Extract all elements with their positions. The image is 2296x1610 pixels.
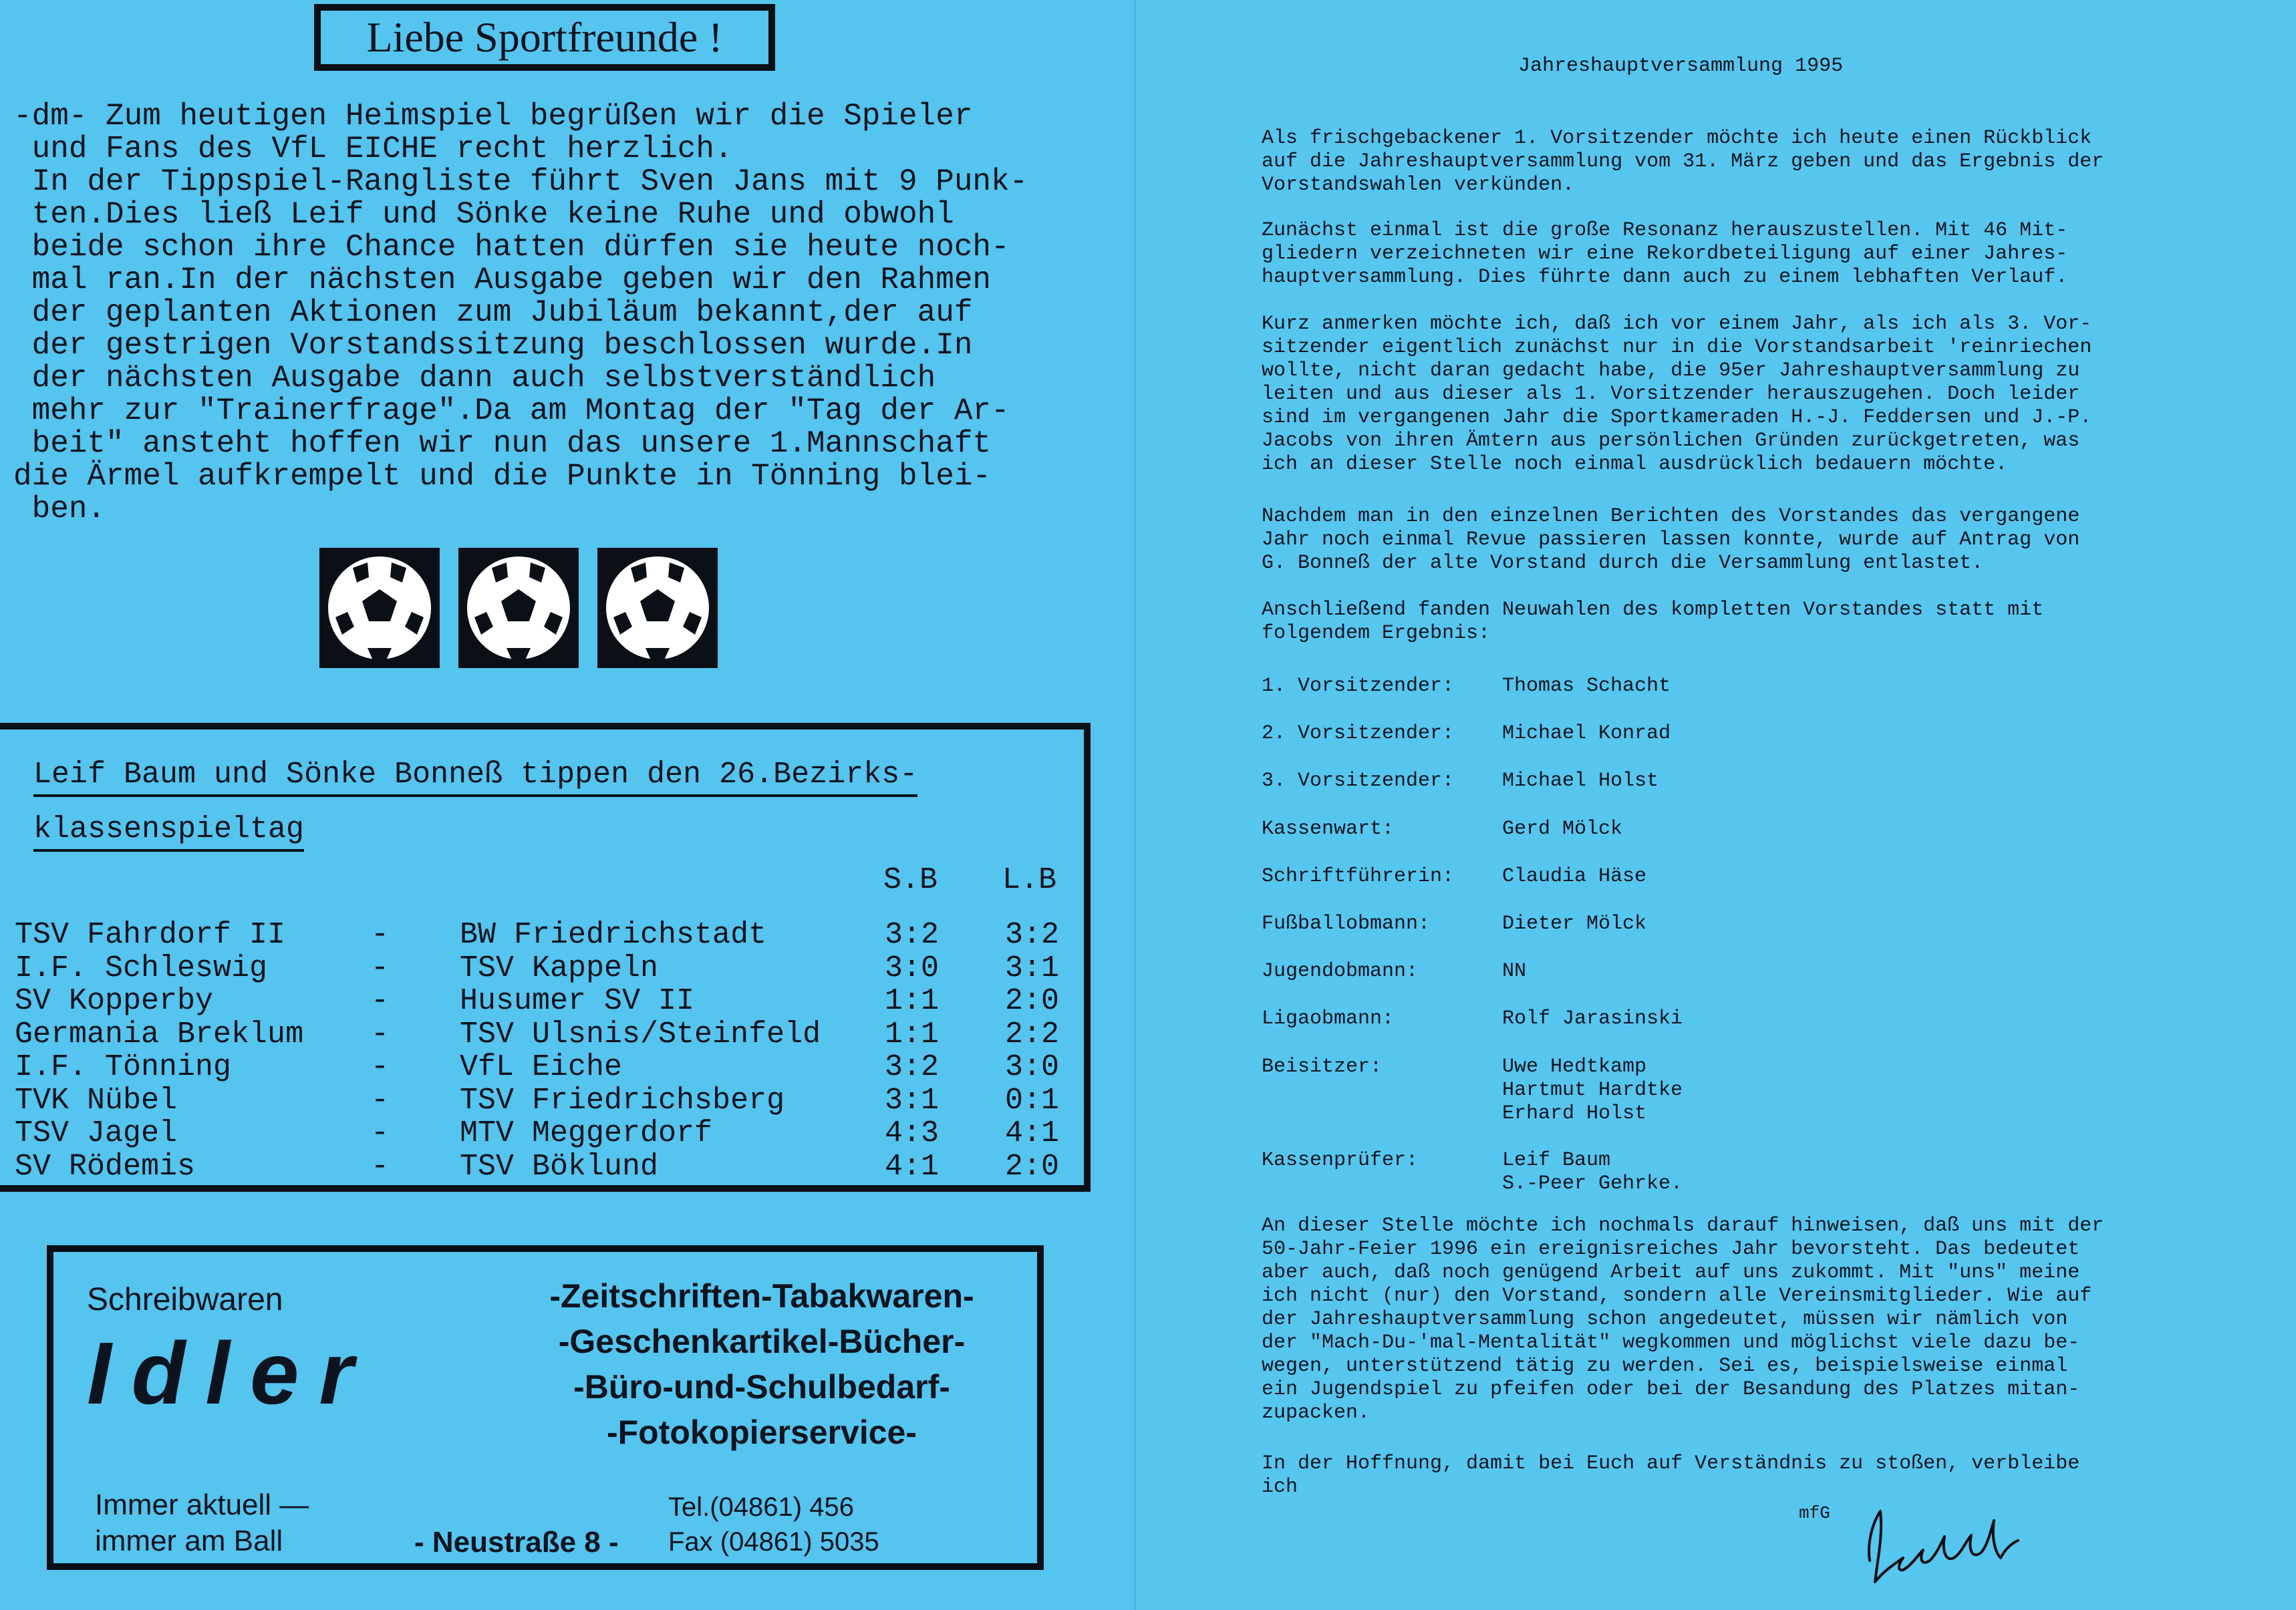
column-header-sb: S.B — [883, 863, 938, 897]
match-tip-sb: 4:1 — [885, 1149, 940, 1184]
text-line: folgendem Ergebnis: — [1262, 622, 1491, 645]
ad-products — [508, 1273, 1016, 1455]
text-line: Jahr noch einmal Revue passieren lassen konnte, wurde auf Antrag von — [1262, 528, 2080, 551]
page-title: Liebe Sportfreunde ! — [314, 4, 775, 71]
match-tip-lb: 2:0 — [1005, 984, 1060, 1018]
text-line: beide schon ihre Chance hatten dürfen sie heute noch- — [13, 230, 1010, 265]
text-line: Vorstandswahlen verkünden. — [1262, 174, 1575, 196]
match-tip-sb: 1:1 — [885, 984, 940, 1018]
match-tip-lb: 2:0 — [1005, 1149, 1060, 1184]
text-line: ben. — [13, 492, 106, 526]
match-away-team: BW Friedrichstadt — [460, 918, 767, 952]
football-icon — [597, 548, 718, 668]
match-separator: - — [371, 1149, 390, 1184]
right-page — [1136, 0, 2296, 1610]
match-tip-lb: 3:2 — [1005, 918, 1060, 952]
football-icon — [319, 548, 440, 668]
intro-text — [13, 100, 1123, 526]
match-away-team: TSV Ulsnis/Steinfeld — [460, 1017, 821, 1052]
text-line: ich nicht (nur) den Vorstand, sondern alle Vereinsmitglieder. Wie auf — [1262, 1285, 2092, 1307]
match-tip-sb: 4:3 — [885, 1116, 940, 1150]
ad-shop-name: Idler — [87, 1324, 374, 1422]
match-home-team: Germania Breklum — [15, 1017, 304, 1052]
text-line: G. Bonneß der alte Vorstand durch die Versammlung entlastet. — [1262, 552, 1984, 575]
text-line: -dm- Zum heutigen Heimspiel begrüßen wir die Spieler — [13, 99, 973, 134]
match-home-team: I.F. Schleswig — [15, 951, 268, 985]
left-page — [0, 0, 1136, 1610]
signature — [1858, 1496, 2025, 1590]
text-line: der geplanten Aktionen zum Jubiläum bekannt,der auf — [13, 295, 973, 330]
match-home-team: SV Rödemis — [15, 1149, 196, 1184]
match-away-team: TSV Kappeln — [460, 951, 659, 985]
match-tip-lb: 3:0 — [1005, 1050, 1060, 1084]
match-tip-sb: 3:0 — [885, 951, 940, 985]
text-line: beit" ansteht hoffen wir nun das unsere 1.Mannschaft — [13, 426, 992, 461]
match-separator: - — [371, 918, 390, 952]
match-home-team: TVK Nübel — [15, 1083, 178, 1118]
match-tip-sb: 1:1 — [885, 1017, 940, 1052]
paragraph-6 — [1262, 1215, 2104, 1425]
ad-contact: Tel.(04861) 456 Fax (04861) 5035 — [668, 1492, 879, 1557]
text-line: ich an dieser Stelle noch einmal ausdrücklich bedauern möchte. — [1262, 453, 2008, 476]
text-line: -Zeitschriften-Tabakwaren- — [549, 1277, 974, 1315]
text-line: gliedern verzeichneten wir eine Rekordbeteiligung auf einer Jahres- — [1262, 243, 2068, 265]
match-home-team: SV Kopperby — [15, 984, 214, 1018]
text-line: -Fotokopierservice- — [606, 1414, 917, 1451]
officer-names: Thomas Schacht — [1502, 675, 1671, 697]
text-line: mal ran.In der nächsten Ausgabe geben wir den Rahmen — [13, 263, 992, 297]
advertisement — [47, 1245, 1044, 1570]
match-away-team: MTV Meggerdorf — [460, 1116, 713, 1150]
match-away-team: Husumer SV II — [460, 984, 695, 1018]
match-tip-sb: 3:1 — [885, 1083, 940, 1118]
officer-role: 3. Vorsitzender: — [1262, 770, 1455, 792]
officer-role: 2. Vorsitzender: — [1262, 722, 1455, 745]
text-line: -Büro-und-Schulbedarf- — [573, 1368, 950, 1406]
text-line: der "Mach-Du-'mal-Mentalität" wegkommen und möglichst viele dazu be- — [1262, 1331, 2080, 1354]
ad-slogan: Immer aktuell — immer am Ball — [95, 1488, 309, 1557]
text-line: Anschließend fanden Neuwahlen des kompletten Vorstandes statt mit — [1262, 599, 2044, 621]
match-home-team: I.F. Tönning — [15, 1050, 232, 1084]
text-line: ich — [1262, 1476, 1298, 1498]
officer-role: Beisitzer: — [1262, 1056, 1383, 1078]
text-line: 50-Jahr-Feier 1996 ein ereignisreiches Jahr bevorsteht. Das bedeutet — [1262, 1238, 2080, 1261]
officer-names: Claudia Häse — [1502, 865, 1647, 888]
football-icon — [458, 548, 579, 668]
text-line: Als frischgebackener 1. Vorsitzender möchte ich heute einen Rückblick — [1262, 127, 2092, 150]
paragraph-4 — [1262, 505, 2079, 575]
text-line: sind im vergangenen Jahr die Sportkameraden H.-J. Feddersen und J.-P. — [1262, 406, 2092, 429]
text-line: wegen, unterstützend tätig zu werden. Sei es, beispielsweise einmal — [1262, 1355, 2068, 1378]
match-separator: - — [371, 1083, 390, 1118]
officer-names: Uwe Hedtkamp Hartmut Hardtke Erhard Holst — [1502, 1056, 1683, 1125]
text-line: In der Hoffnung, damit bei Euch auf Verständnis zu stoßen, verbleibe — [1262, 1452, 2080, 1475]
officer-names: Gerd Mölck — [1502, 818, 1623, 840]
match-home-team: TSV Fahrdorf II — [15, 918, 286, 952]
text-line: der nächsten Ausgabe dann auch selbstverständlich — [13, 361, 936, 395]
ad-address: - Neustraße 8 - — [414, 1526, 619, 1559]
text-line: leiten und aus dieser als 1. Vorsitzender herauszugehen. Doch leider — [1262, 383, 2080, 406]
text-line: hauptversammlung. Dies führte dann auch zu einem lebhaften Verlauf. — [1262, 266, 2068, 289]
report-heading: Jahreshauptversammlung 1995 — [1518, 55, 1844, 77]
text-line: Jacobs von ihren Ämtern aus persönlichen Gründen zurückgetreten, was — [1262, 430, 2080, 452]
text-line: wollte, nicht daran gedacht habe, die 95er Jahreshauptversammlung zu — [1262, 359, 2080, 382]
text-line: ein Jugendspiel zu pfeifen oder bei der Besandung des Platzes mitan- — [1262, 1378, 2080, 1401]
officer-names: Michael Konrad — [1502, 722, 1671, 745]
paragraph-5 — [1262, 599, 2043, 645]
officer-role: Jugendobmann: — [1262, 960, 1419, 983]
officer-role: Ligaobmann: — [1262, 1007, 1395, 1030]
match-separator: - — [371, 984, 390, 1018]
text-line: aber auch, daß noch genügend Arbeit auf uns zukommt. Mit "uns" meine — [1262, 1261, 2080, 1284]
text-line: und Fans des VfL EICHE recht herzlich. — [13, 132, 733, 166]
text-line: zupacken. — [1262, 1402, 1371, 1424]
officer-names: Dieter Mölck — [1502, 913, 1647, 935]
text-line: -Geschenkartikel-Bücher- — [558, 1323, 966, 1360]
text-line: der Jahreshauptversammlung schon angedeutet, müssen wir nämlich von — [1262, 1308, 2068, 1331]
match-tip-lb: 3:1 — [1005, 951, 1060, 985]
text-line: auf die Jahreshauptversammlung vom 31. März geben und das Ergebnis der — [1262, 150, 2104, 173]
tippspiel-box — [0, 723, 1091, 1192]
match-home-team: TSV Jagel — [15, 1116, 178, 1150]
tippspiel-title-line2: klassenspieltag — [33, 812, 304, 846]
match-tip-sb: 3:2 — [885, 918, 940, 952]
text-line: Zunächst einmal ist die große Resonanz herauszustellen. Mit 46 Mit- — [1262, 219, 2068, 242]
officer-role: Kassenprüfer: — [1262, 1149, 1419, 1172]
officer-role: Fußballobmann: — [1262, 913, 1431, 935]
match-separator: - — [371, 1116, 390, 1150]
ad-kind: Schreibwaren — [87, 1282, 283, 1317]
closing: mfG — [1799, 1503, 1830, 1523]
text-line: Nachdem man in den einzelnen Berichten des Vorstandes das vergangene — [1262, 505, 2080, 528]
officer-names: Leif Baum S.-Peer Gehrke. — [1502, 1149, 1683, 1195]
officer-role: Schriftführerin: — [1262, 865, 1455, 888]
officer-names: Rolf Jarasinski — [1502, 1007, 1683, 1030]
paragraph-2 — [1262, 219, 2067, 289]
paragraph-7 — [1262, 1452, 2079, 1499]
paragraph-1 — [1262, 127, 2104, 197]
officer-names: Michael Holst — [1502, 770, 1659, 792]
officer-role: 1. Vorsitzender: — [1262, 675, 1455, 697]
paragraph-3 — [1262, 313, 2092, 476]
match-tip-lb: 0:1 — [1005, 1083, 1060, 1118]
match-separator: - — [371, 1017, 390, 1052]
match-away-team: TSV Friedrichsberg — [460, 1083, 785, 1118]
officer-names: NN — [1502, 960, 1527, 983]
column-header-lb: L.B — [1002, 863, 1057, 897]
text-line: ten.Dies ließ Leif und Sönke keine Ruhe und obwohl — [13, 197, 954, 232]
tippspiel-title-line1: Leif Baum und Sönke Bonneß tippen den 26.Bezirks- — [33, 758, 917, 792]
match-away-team: VfL Eiche — [460, 1050, 623, 1084]
text-line: die Ärmel aufkrempelt und die Punkte in Tönning blei- — [13, 459, 992, 494]
match-separator: - — [371, 1050, 390, 1084]
text-line: mehr zur "Trainerfrage".Da am Montag der "Tag der Ar- — [13, 393, 1010, 428]
match-tip-lb: 2:2 — [1005, 1017, 1060, 1052]
text-line: Kurz anmerken möchte ich, daß ich vor einem Jahr, als ich als 3. Vor- — [1262, 313, 2092, 335]
match-tip-lb: 4:1 — [1005, 1116, 1060, 1150]
text-line: An dieser Stelle möchte ich nochmals darauf hinweisen, daß uns mit der — [1262, 1215, 2104, 1237]
text-line: In der Tippspiel-Rangliste führt Sven Jans mit 9 Punk- — [13, 164, 1028, 199]
match-separator: - — [371, 951, 390, 985]
match-away-team: TSV Böklund — [460, 1149, 659, 1184]
text-line: sitzender eigentlich zunächst nur in die Vorstandsarbeit 'reinriechen — [1262, 336, 2092, 359]
text-line: der gestrigen Vorstandssitzung beschlossen wurde.In — [13, 328, 973, 363]
match-tip-sb: 3:2 — [885, 1050, 940, 1084]
officer-role: Kassenwart: — [1262, 818, 1395, 840]
